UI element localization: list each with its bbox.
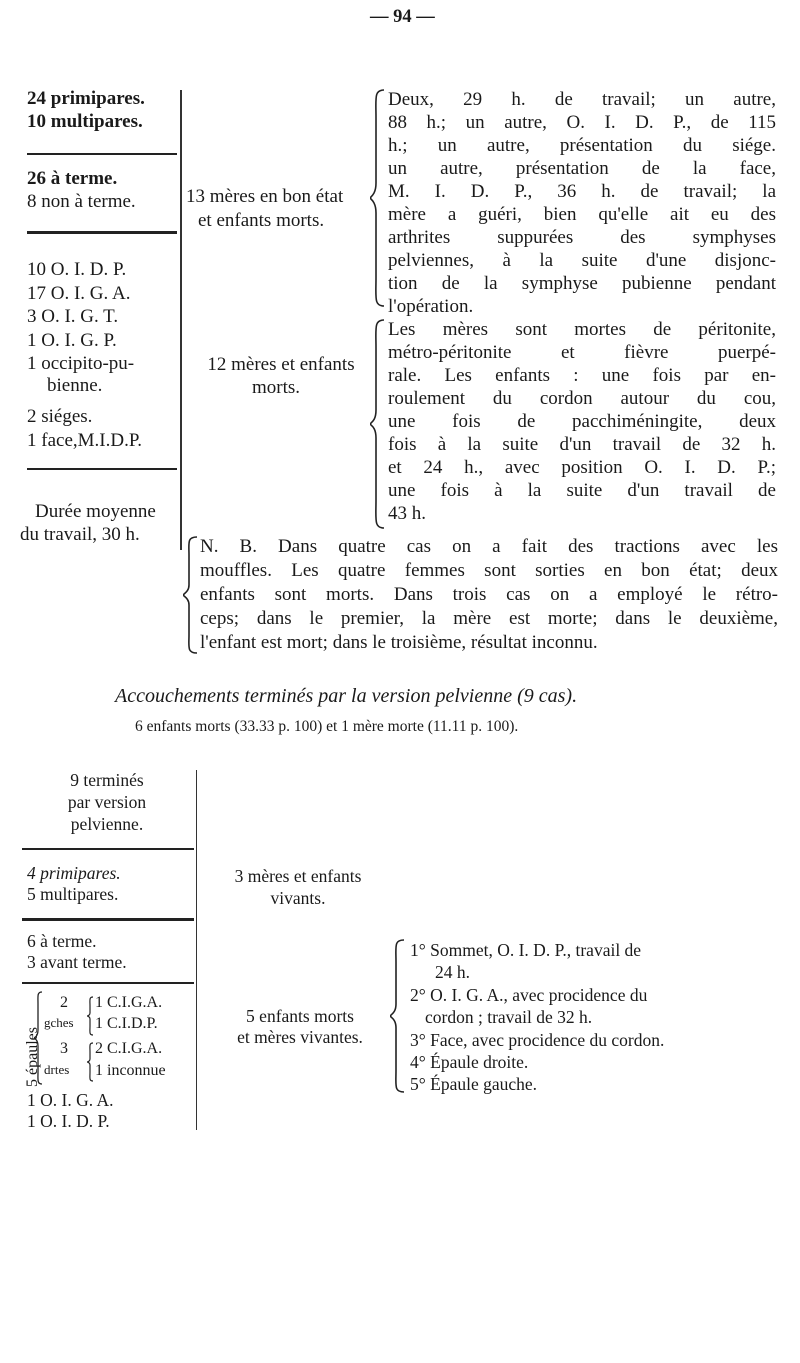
position-2: 1 O. I. D. P.	[27, 1111, 110, 1131]
shoulders-left-pos-2: 1 C.I.D.P.	[95, 1015, 158, 1032]
group2-line: 43 h.	[388, 503, 426, 524]
divider	[22, 848, 194, 850]
s2-group2-line: 1° Sommet, O. I. D. P., travail de	[410, 940, 642, 960]
divider	[27, 468, 177, 470]
version-header-2: par version	[67, 792, 147, 812]
s2-group2-line: 2° O. I. G. A., avec procidence du	[410, 985, 648, 1005]
shoulders-right-pos-2: 1 inconnue	[95, 1062, 166, 1079]
divider	[22, 982, 194, 984]
duration-2: du travail, 30 h.	[20, 524, 140, 545]
presentation-7: 1 face,M.I.D.P.	[27, 430, 143, 451]
term-avant-terme: 3 avant terme.	[27, 952, 127, 972]
s2-group1-label-2: vivants.	[270, 888, 326, 908]
nb-line: ceps; dans le premier, la mère est morte; dans le deuxième,	[200, 608, 778, 629]
group1-label-line1: 13 mères en bon état	[186, 186, 344, 207]
brace-icon	[390, 938, 406, 1094]
section2-title: Accouchements terminés par la version pelvienne (9 cas).	[115, 685, 578, 707]
nb-line: l'enfant est mort; dans le troisième, résultat inconnu.	[200, 632, 598, 653]
section2-subtitle: 6 enfants morts (33.33 p. 100) et 1 mère morte (11.11 p. 100).	[135, 718, 519, 735]
shoulders-left-abbrev: gches	[44, 1015, 74, 1030]
s2-group2-line: 24 h.	[435, 962, 470, 982]
nb-line: enfants sont morts. Dans trois cas on a employé le rétro-	[200, 584, 778, 605]
left-column-border	[180, 90, 182, 550]
shoulders-right-pos-1: 2 C.I.G.A.	[95, 1040, 163, 1057]
presentation-1: 10 O. I. D. P.	[27, 259, 127, 280]
group2-line: Les mères sont mortes de péritonite,	[388, 319, 776, 340]
divider	[22, 918, 194, 921]
term-a-terme: 26 à terme.	[27, 168, 118, 189]
brace-icon	[370, 318, 386, 530]
parity-multipares: 5 multipares.	[27, 884, 119, 904]
group1-line: mère a guéri, bien qu'elle ait eu des	[388, 204, 776, 225]
s2-group2-line: 4° Épaule droite.	[410, 1052, 529, 1072]
shoulders-right-count: 3	[60, 1040, 68, 1057]
s2-group2-label-1: 5 enfants morts	[246, 1006, 354, 1026]
presentation-5: 1 occipito-pu-	[27, 353, 135, 374]
group1-line: Deux, 29 h. de travail; un autre,	[388, 89, 776, 110]
group2-line: et 24 h., avec position O. I. D. P.;	[388, 457, 776, 478]
group1-line: 88 h.; un autre, O. I. D. P., de 115	[388, 112, 776, 133]
term-a-terme: 6 à terme.	[27, 931, 97, 951]
presentation-3: 3 O. I. G. T.	[27, 306, 119, 327]
brace-icon	[183, 535, 199, 655]
group1-label-line2: et enfants morts.	[198, 210, 325, 231]
group1-line: tion de la symphyse pubienne pendant	[388, 273, 776, 294]
shoulders-right-abbrev: drtes	[44, 1062, 70, 1077]
parity-multipares: 10 multipares.	[27, 111, 143, 132]
parity-primipares: 24 primipares.	[27, 88, 145, 109]
s2-group2-label-2: et mères vivantes.	[237, 1027, 363, 1047]
presentation-4: 1 O. I. G. P.	[27, 330, 117, 351]
presentation-6: 2 siéges.	[27, 406, 93, 427]
group1-line: h.; un autre, présentation du siége.	[388, 135, 776, 156]
presentation-2: 17 O. I. G. A.	[27, 283, 131, 304]
parity-primipares: 4 primipares.	[27, 863, 121, 883]
shoulders-left-count: 2	[60, 994, 68, 1011]
brace-icon	[87, 1042, 95, 1082]
version-header-1: 9 terminés	[70, 770, 144, 790]
group1-line: un autre, présentation de la face,	[388, 158, 776, 179]
divider	[27, 153, 177, 155]
duration-1: Durée moyenne	[35, 501, 156, 522]
left-column-border	[196, 770, 197, 1130]
brace-icon	[370, 88, 386, 308]
term-non-a-terme: 8 non à terme.	[27, 191, 136, 212]
group1-line: M. I. D. P., 36 h. de travail; la	[388, 181, 776, 202]
shoulders-side-label: 5 épaules	[24, 1027, 41, 1087]
position-1: 1 O. I. G. A.	[27, 1090, 114, 1110]
divider	[27, 231, 177, 234]
group2-line: roulement du cordon autour du cou,	[388, 388, 776, 409]
group2-label-line2: morts.	[251, 377, 301, 398]
brace-icon	[34, 990, 44, 1086]
shoulders-left-pos-1: 1 C.I.G.A.	[95, 994, 163, 1011]
nb-line: N. B. Dans quatre cas on a fait des tractions avec les	[200, 536, 778, 557]
group2-label-line1: 12 mères et enfants	[207, 354, 355, 375]
group1-line: l'opération.	[388, 296, 474, 317]
group2-line: rale. Les enfants : une fois par en-	[388, 365, 776, 386]
page-number: — 94 —	[370, 7, 435, 27]
group1-line: pelviennes, à la suite d'une disjonc-	[388, 250, 776, 271]
group2-line: fois à la suite d'un travail de 32 h.	[388, 434, 776, 455]
presentation-5-cont: bienne.	[47, 375, 103, 396]
s2-group2-line: cordon ; travail de 32 h.	[425, 1007, 593, 1027]
group2-line: une fois de pacchiméningite, deux	[388, 411, 776, 432]
s2-group2-line: 5° Épaule gauche.	[410, 1074, 538, 1094]
group1-line: arthrites suppurées des symphyses	[388, 227, 776, 248]
s2-group2-line: 3° Face, avec procidence du cordon.	[410, 1030, 665, 1050]
group2-line: une fois à la suite d'un travail de	[388, 480, 776, 501]
s2-group1-label-1: 3 mères et enfants	[234, 866, 362, 886]
group2-line: métro-péritonite et fièvre puerpé-	[388, 342, 776, 363]
nb-line: mouffles. Les quatre femmes sont sorties en bon état; deux	[200, 560, 778, 581]
version-header-3: pelvienne.	[70, 814, 144, 834]
brace-icon	[87, 996, 95, 1036]
